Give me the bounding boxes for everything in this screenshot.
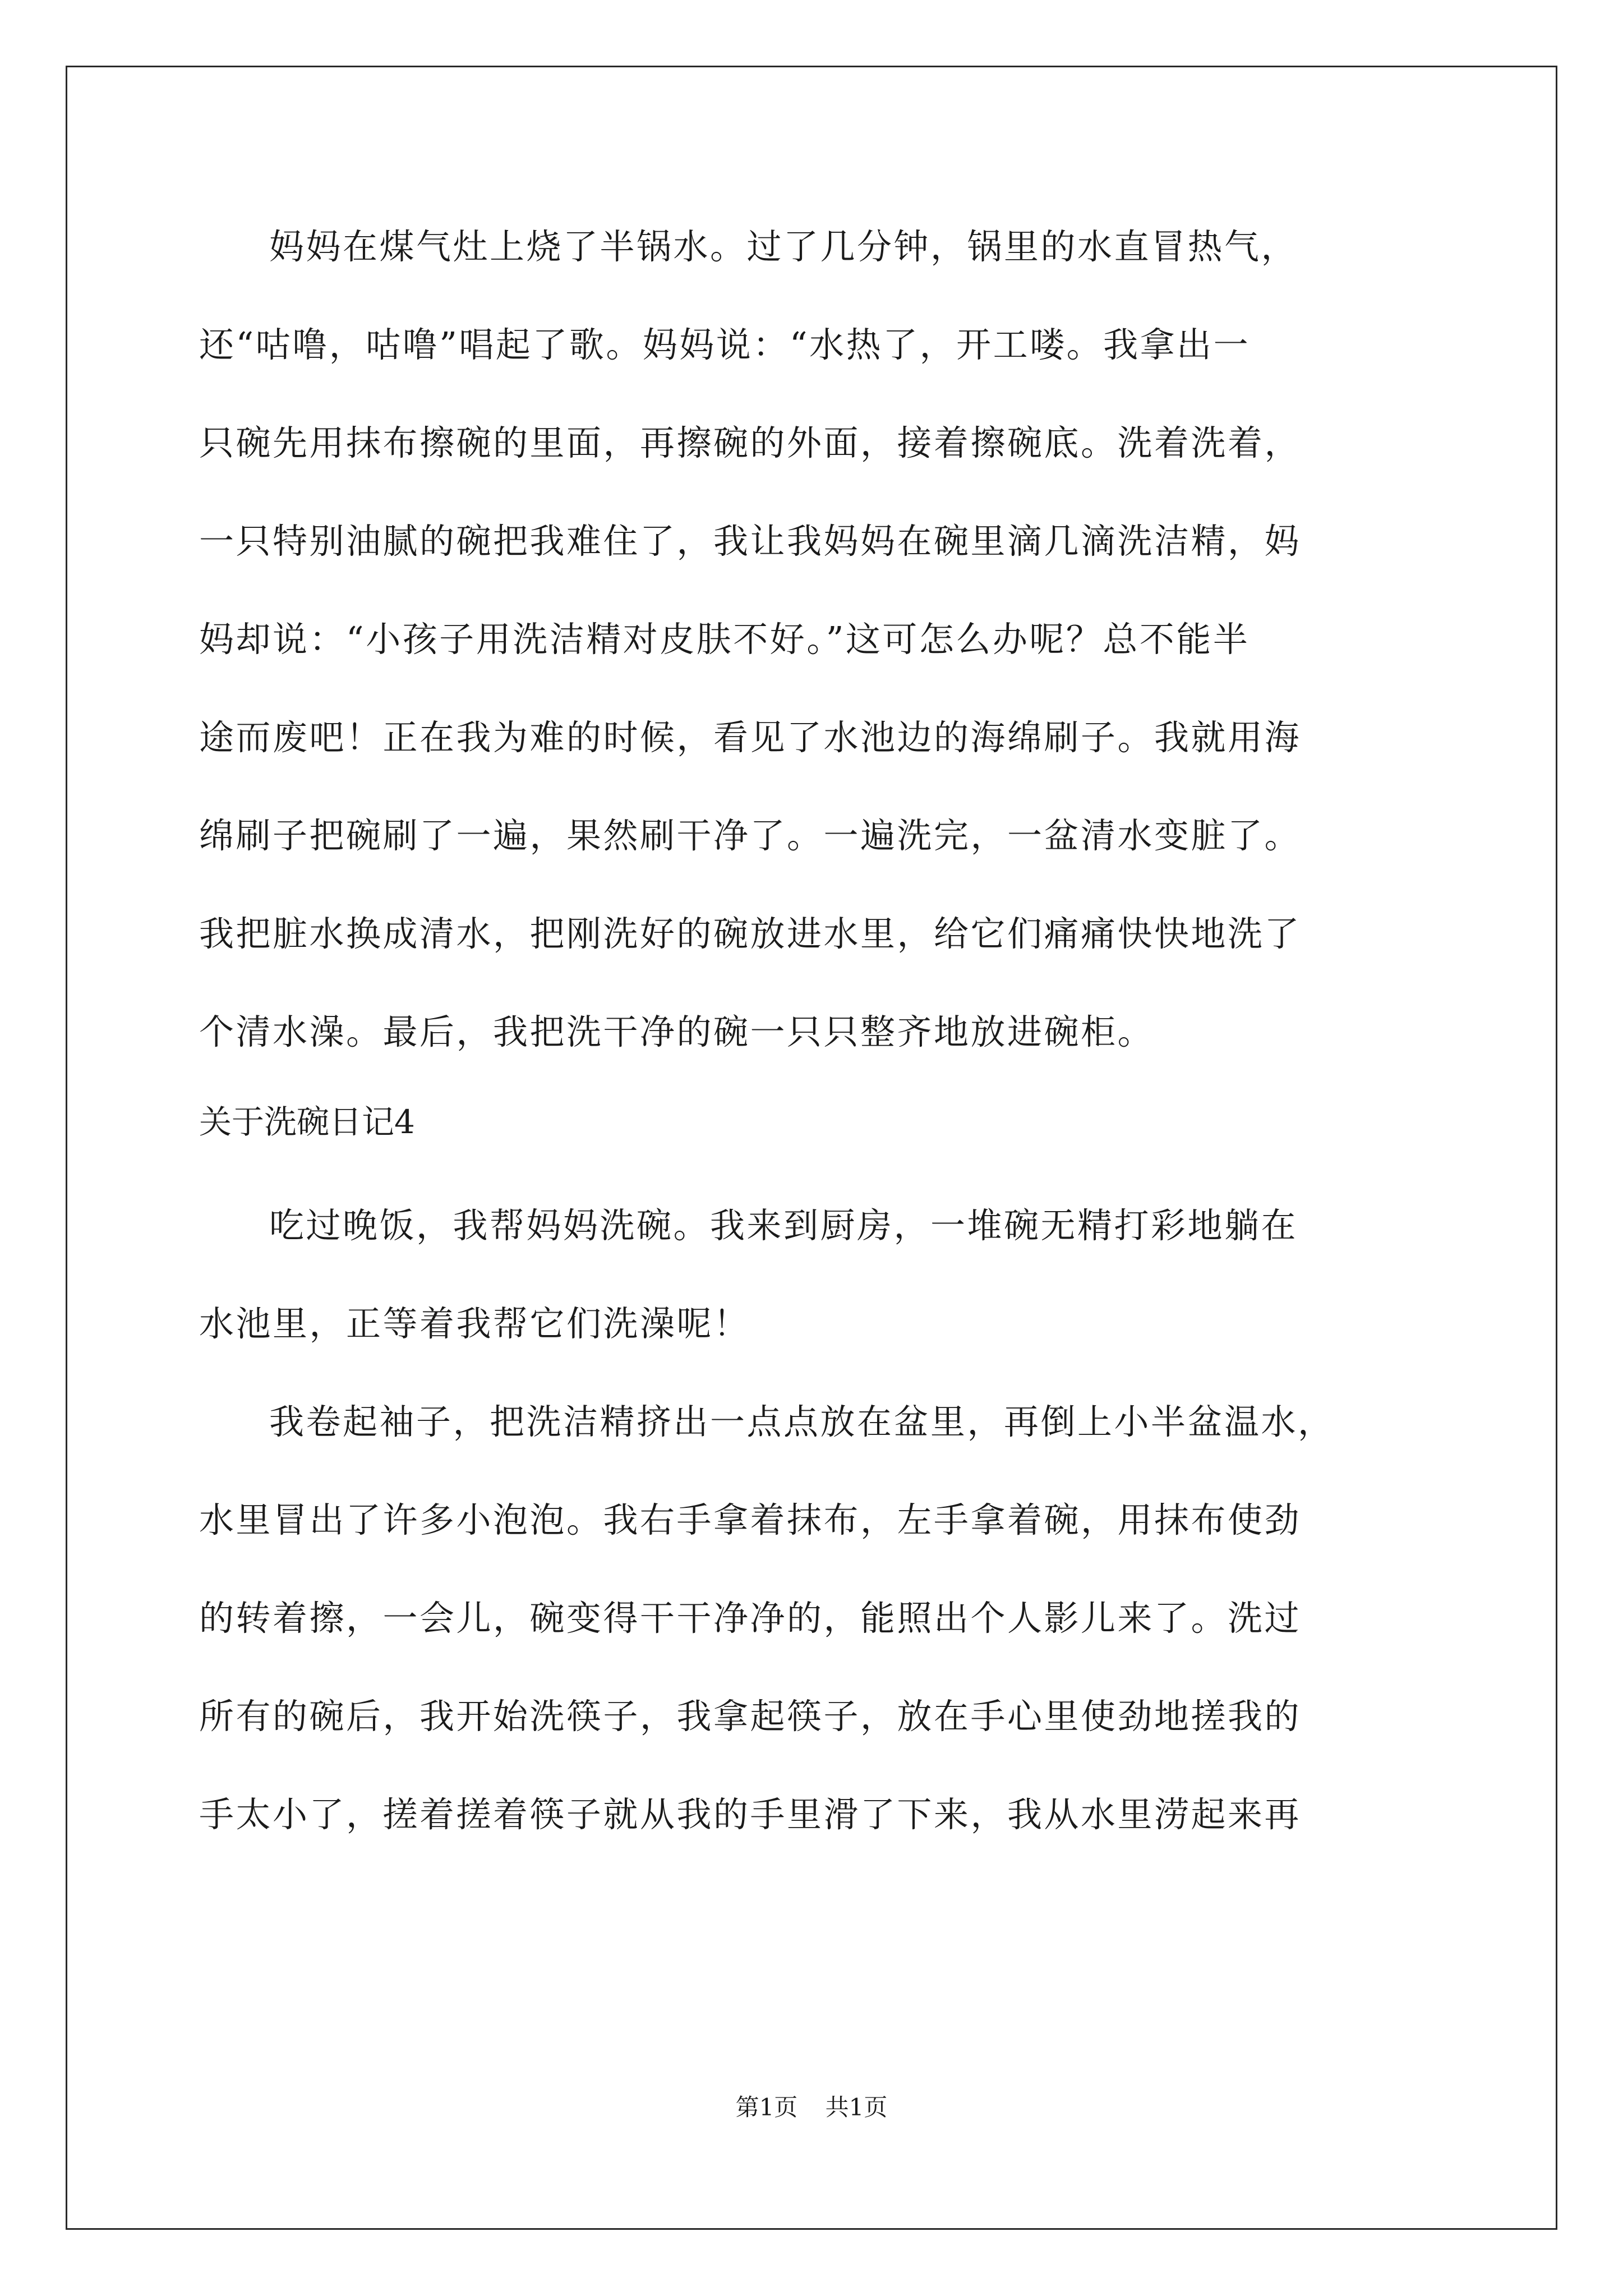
paragraph-line: 的转着擦，一会儿，碗变得干干净净的，能照出个人影儿来了。洗过 bbox=[199, 1598, 1302, 1639]
page-number: 第1页 bbox=[735, 2093, 798, 2121]
paragraph-line: 水池里，正等着我帮它们洗澡呢！ bbox=[199, 1303, 750, 1344]
paragraph-line: 个清水澡。最后，我把洗干净的碗一只只整齐地放进碗柜。 bbox=[199, 1011, 1155, 1052]
paragraph-line: 手太小了，搓着搓着筷子就从我的手里滑了下来，我从水里涝起来再 bbox=[199, 1794, 1302, 1835]
paragraph-line: 水里冒出了许多小泡泡。我右手拿着抹布，左手拿着碗，用抹布使劲 bbox=[199, 1499, 1302, 1540]
paragraph-line: 妈妈在煤气灶上烧了半锅水。过了几分钟，锅里的水直冒热气， bbox=[269, 226, 1298, 267]
paragraph-line: 途而废吧！正在我为难的时候，看见了水池边的海绵刷子。我就用海 bbox=[199, 717, 1302, 758]
paragraph-line: 吃过晚饭，我帮妈妈洗碗。我来到厨房，一堆碗无精打彩地躺在 bbox=[269, 1205, 1298, 1246]
paragraph-line: 还“咕噜，咕噜”唱起了歌。妈妈说：“水热了，开工喽。我拿出一 bbox=[199, 324, 1251, 365]
section-heading: 关于洗碗日记4 bbox=[199, 1103, 415, 1141]
paragraph-line: 妈却说：“小孩子用洗洁精对皮肤不好。”这可怎么办呢？总不能半 bbox=[199, 619, 1250, 660]
paragraph-line: 只碗先用抹布擦碗的里面，再擦碗的外面，接着擦碗底。洗着洗着， bbox=[199, 422, 1302, 463]
paragraph-line: 我卷起袖子，把洗洁精挤出一点点放在盆里，再倒上小半盆温水， bbox=[269, 1401, 1335, 1442]
page-footer bbox=[0, 2091, 1623, 2124]
paragraph-line: 我把脏水换成清水，把刚洗好的碗放进水里，给它们痛痛快快地洗了 bbox=[199, 913, 1302, 954]
paragraph-line: 所有的碗后，我开始洗筷子，我拿起筷子，放在手心里使劲地搓我的 bbox=[199, 1696, 1302, 1737]
paragraph-line: 绵刷子把碗刷了一遍，果然刷干净了。一遍洗完，一盆清水变脏了。 bbox=[199, 815, 1302, 856]
paragraph-line: 一只特别油腻的碗把我难住了，我让我妈妈在碗里滴几滴洗洁精，妈 bbox=[199, 521, 1302, 562]
page-total: 共1页 bbox=[825, 2093, 888, 2121]
